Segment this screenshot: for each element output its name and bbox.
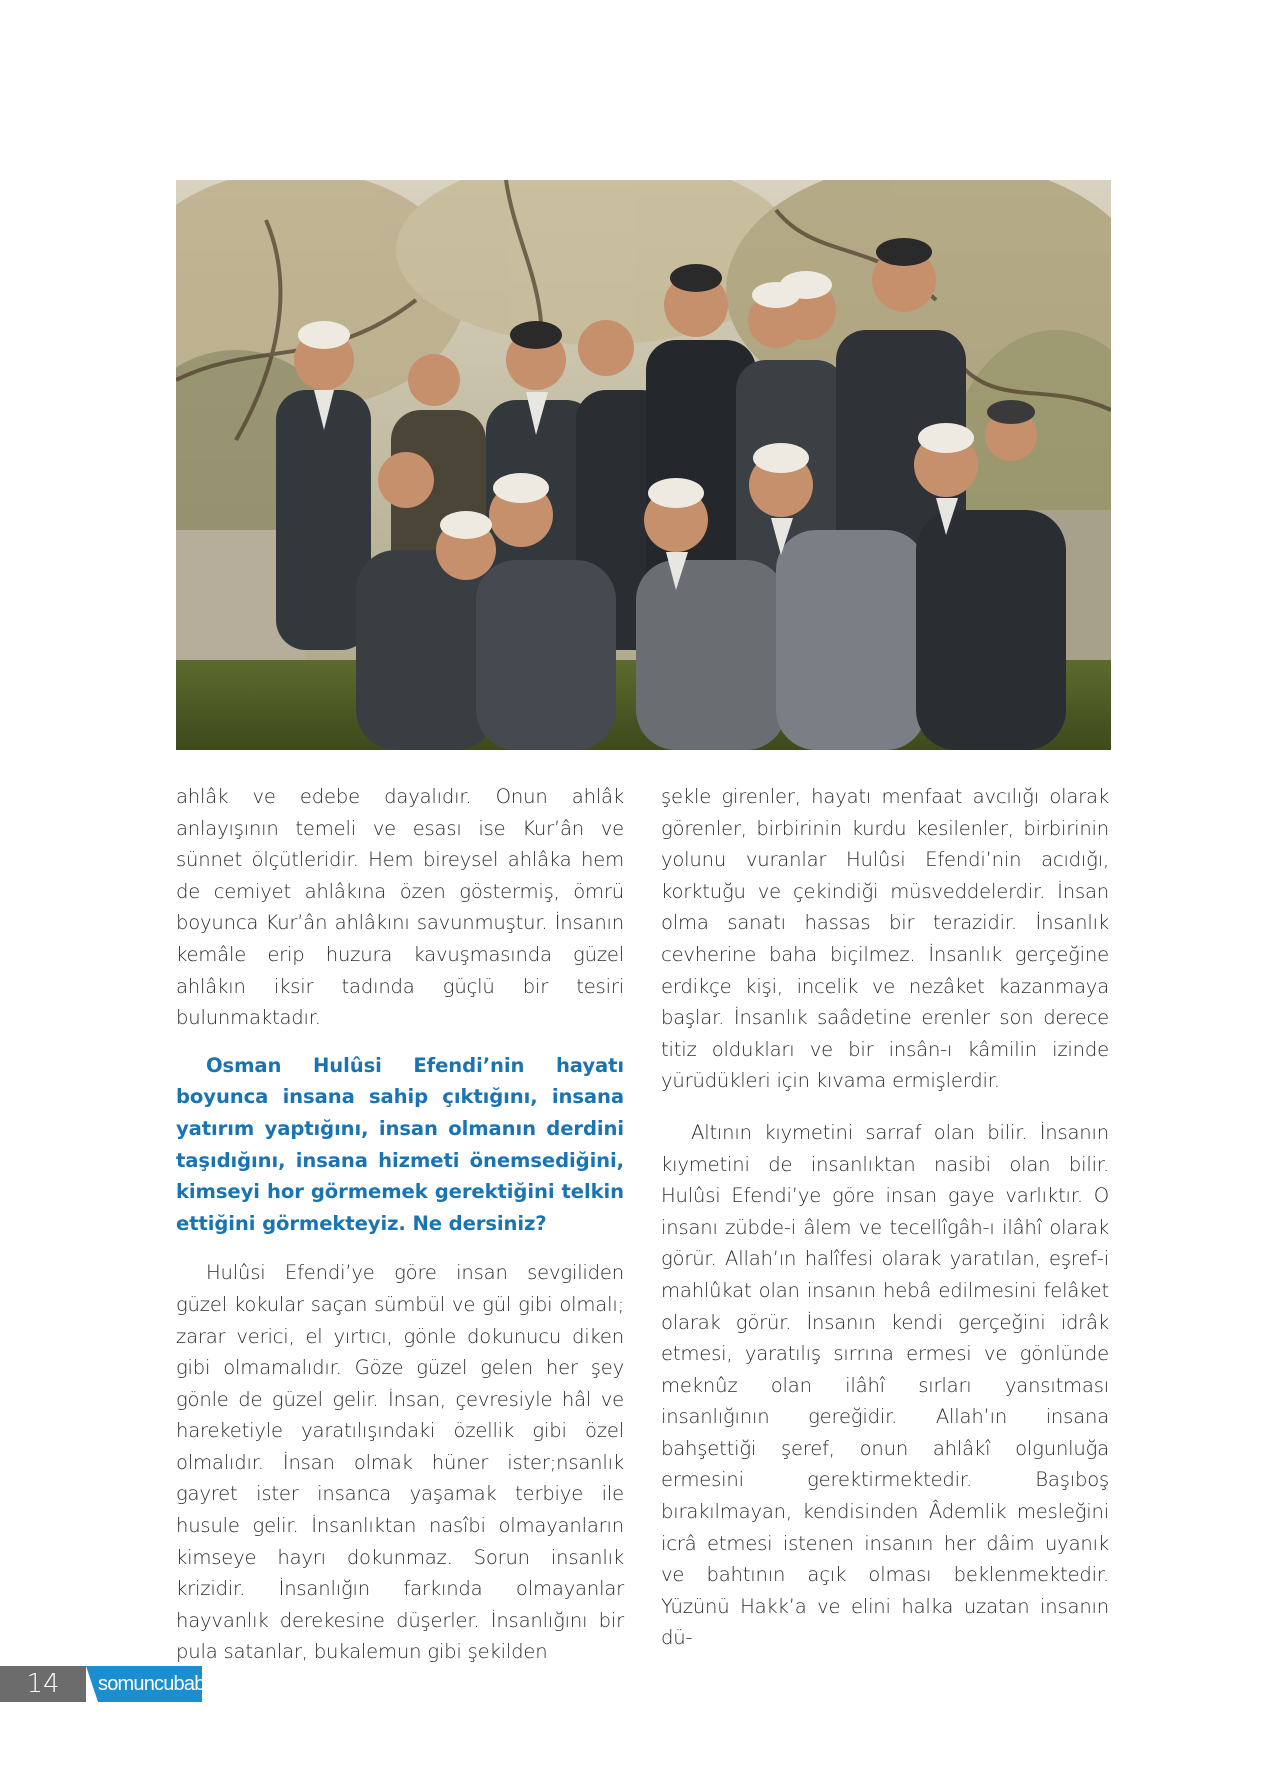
right-paragraph-2: Altının kıymetini sarraf olan bilir. İnsanın kıymetini de insanlıktan nasibi olan bilir. Hulûsi Efendi’ye göre insan gaye varlıktır. O insanı zübde-i âlem ve tecellîgâh-ı ilâhî olarak görür. Allah’ın halîfesi olarak yaratılan, eşref-i mahlûkat olan insanın hebâ edilmesini felâket olarak görür. İnsanın kendi gerçeğini idrâk etmesi, yaratılış sırrına ermesi ve gönlünde meknûz olan ilâhî sırları yansıtması insanlığının gereğidir. Allah’ın insana bahşettiği şeref, onun ahlâkî olgunluğa ermesini gerektirmektedir. Başıboş bırakılmayan, kendisinden Âdemlik mesleğini icrâ etmesi istenen insanın her dâim uyanık ve bahtının açık olması beklenmektedir. Yüzünü Hakk’a ve elini halka uzatan insanın dü- xyxy=(661,1120,1109,1650)
left-paragraph-1: ahlâk ve edebe dayalıdır. Onun ahlâk anlayışının temeli ve esası ise Kur’ân ve sünnet ölçütleridir. Hem bireysel ahlâka hem de cemiyet ahlâkına özen göstermiş, ömrü boyunca Kur’ân ahlâkını savunmuştur. İnsanın kemâle erip huzura kavuşmasında güzel ahlâkın iksir tadında güçlü bir tesiri bulunmaktadır. xyxy=(176,785,624,1030)
brand-logo: somuncubaba xyxy=(98,1673,215,1695)
group-photo xyxy=(176,180,1111,750)
page-number: 14 xyxy=(0,1666,86,1702)
left-column xyxy=(176,781,624,1668)
interview-question: Osman Hulûsi Efendi’nin hayatı boyunca insana sahip çıktığını, insana yatırım yaptığını, insan olmanın derdini taşıdığını, insana hizmeti önemsediğini, kimseyi hor görmemek gerektiğini telkin ettiğini görmekteyiz. Ne dersiniz? xyxy=(176,1053,624,1235)
right-paragraph-1: şekle girenler, hayatı menfaat avcılığı olarak görenler, birbirinin kurdu kesilenler, birbirinin yolunu vuranlar Hulûsi Efendi’nin acıdığı, korktuğu ve çekindiği müsveddelerdir. İnsan olma sanatı hassas bir terazidir. İnsanlık cevherine baha biçilmez. İnsanlık gerçeğine erdikçe kişi, incelik ve nezâket kazanmaya başlar. İnsanlık saâdetine erenler son derece titiz oldukları ve bir insân-ı kâmilin izinde yürüdükleri için kıvama ermişlerdir. xyxy=(661,785,1109,1093)
left-paragraph-2: Hulûsi Efendi’ye göre insan sevgiliden güzel kokular saçan sümbül ve gül gibi olmalı; zarar verici, el yırtıcı, gönle dokunucu diken gibi olmamalıdır. Göze güzel gelen her şey gönle de güzel gelir. İnsan, çevresiyle hâl ve hareketiyle yaratılışındaki özellik gibi özel olmalıdır. İnsan olmak hüner ister;nsanlık gayret ister insanca yaşamak terbiye ile husule gelir. İnsanlıktan nasîbi olmayanların kimseye hayrı dokunmaz. Sorun insanlık krizidir. İnsanlığın farkında olmayanlar hayvanlık derekesine düşerler. İnsanlığını bir pula satanlar, bukalemun gibi şekilden xyxy=(176,1261,624,1664)
right-column xyxy=(661,781,1109,1654)
